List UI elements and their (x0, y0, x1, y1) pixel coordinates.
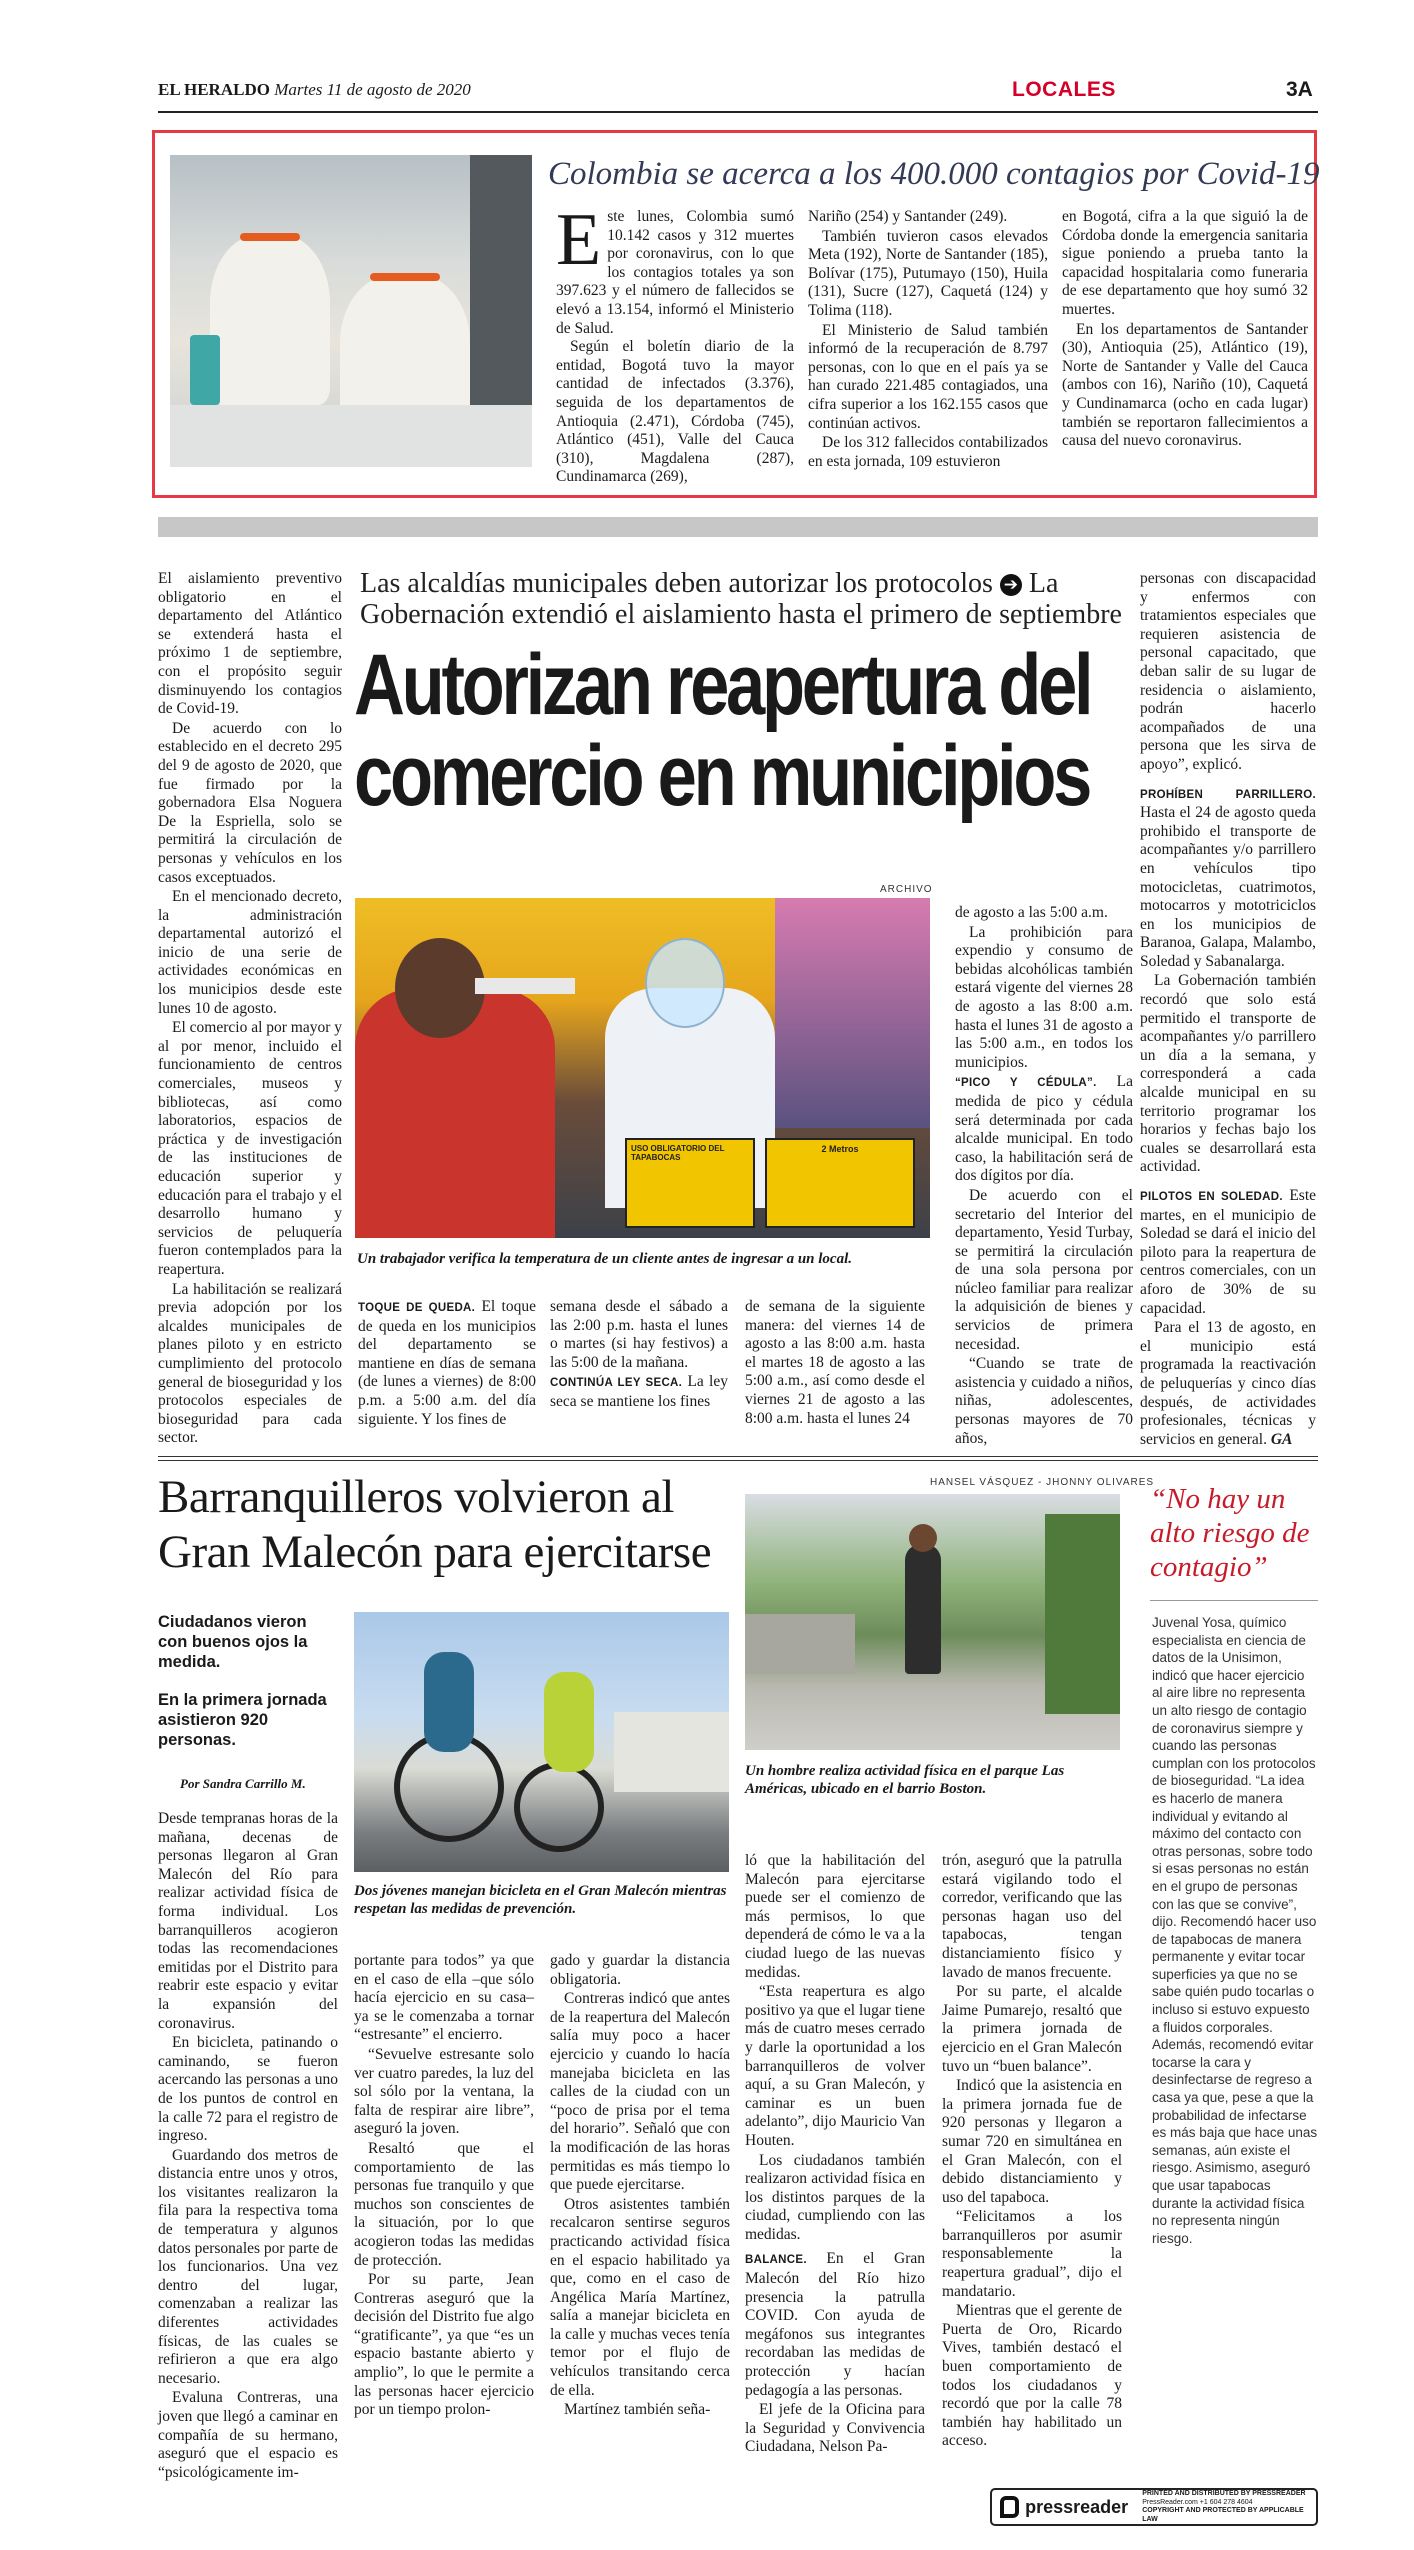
paragraph: de agosto a las 5:00 a.m. (955, 904, 1108, 921)
main-story-deck (360, 568, 1140, 630)
photo-credit: ARCHIVO (880, 884, 933, 895)
paragraph: Hasta el 24 de agosto queda prohibido el transporte de acompañantes y/o parrillero en vehículos tipo motocicletas, cuatrimotos, motocarros y mototriciclos en los municipios de Baranoa, Galapa, Malambo, Soledad y Sabanalarga. (1140, 804, 1316, 970)
main-story-col-r1 (955, 904, 1133, 1449)
paragraph: Según el boletín diario de la entidad, Bogotá tuvo la mayor cantidad de infectados (3.376), seguida de los departamentos de Antioquia (2.471), Córdoba (745), Atlántico (451), Valle del Cauca (310), Magdalena (287), Cundinamarca (269), (556, 338, 794, 486)
park-bench (745, 1614, 855, 1674)
paragraph: gado y guardar la distancia obligatoria. (550, 1952, 730, 1988)
byline: Por Sandra Carrillo M. (180, 1776, 306, 1791)
paragraph: El Ministerio de Salud también informó de la recuperación de 8.797 personas, con lo que en el país ya se han curado 221.485 contagiados, una cifra superior a los 162.155 casos que continúan activos. (808, 321, 1048, 432)
lab-table (170, 405, 532, 467)
main-story-headline (354, 637, 1091, 824)
distance-sign: 2 Metros (765, 1138, 915, 1228)
paragraph: La habilitación se realizará previa adopción por los alcaldes municipales de planes piloto y en estricto cumplimiento del protocolo general de bioseguridad y los protocolos especiales de bioseguridad para cada sector. (158, 1280, 342, 1447)
paragraph: “Esta reapertura es algo positivo ya que el lugar tiene más de cuatro meses cerrado y darle la oportunidad a los barranquilleros de volver aquí, a su Gran Malecón, y caminar es un buen adelanto”, dijo Mauricio Van Houten. (745, 1983, 925, 2149)
sidebar-text: Juvenal Yosa, químico especialista en ciencia de datos de la Unisimon, indicó que hacer ejercicio al aire libre no representa un alto riesgo de contagio de coronavirus siempre y cuando las personas cumplan con los protocolos de bioseguridad. “La idea es hacerlo de manera individual y evitando al máximo del contacto con otras personas, sobre todo si esas personas no están en el grupo de personas con las que se convive”, dijo. Recomendó hacer uso de tapabocas de manera permanente y evitar tocar superficies ya que no se sabe quién pudo tocarlas o incluso si estuvo expuesto a fluidos corporales. Además, recomendó evitar tocarse la cara y desinfectarse de regreso a casa ya que, pese a que la probabilidad de infectarse es más baja que hace unas semanas, aún existe el riesgo. Asimismo, aseguró que usar tapabocas durante la actividad física no representa ningún riesgo. (1152, 1615, 1318, 2246)
main-story-col-b3 (745, 1298, 925, 1429)
paragraph: “Cuando se trate de asistencia y cuidado a niños, niñas, adolescentes, personas mayores de 70 años, (955, 1355, 1133, 1447)
kicker: BALANCE. (745, 2254, 807, 2267)
paragraph: trón, aseguró que la patrulla estará vigilando todo el corredor, verificando que las personas hagan uso del tapabocas, tengan distanciamiento físico y lavado de manos frecuente. (942, 1852, 1122, 1981)
subheading: En la primera jornada asistieron 920 personas. (158, 1691, 327, 1749)
paragraph: Por su parte, Jean Contreras aseguró que la decisión del Distrito fue algo “gratificante”, ya que “es un espacio bastante abierto y amplio”, lo que le permite a las personas hacer ejercicio por un tiempo prolon- (354, 2271, 534, 2419)
top-story-col-3 (1062, 208, 1308, 452)
paragraph: Martínez también seña- (564, 2401, 711, 2419)
paragraph: De los 312 fallecidos contabilizados en esta jornada, 109 estuvieron (808, 434, 1048, 470)
pressreader-credits (1142, 2490, 1308, 2524)
bike-wheel (514, 1762, 604, 1852)
park-runner-photo (745, 1494, 1120, 1750)
paragraph: La Gobernación también recordó que solo está permitido el transporte de acompañantes y/o parrillero un día a la semana, y corresponderá a cada alcalde municipal en su territorio programar los horarios y fechas bajo los cuales se desarrollará esta actividad. (1140, 972, 1316, 1176)
paragraph: El jefe de la Oficina para la Seguridad y Convivencia Ciudadana, Nelson Pa- (745, 2401, 925, 2456)
credit-line: COPYRIGHT AND PROTECTED BY APPLICABLE LAW (1142, 2507, 1304, 2523)
second-story-col-2 (354, 1952, 534, 2421)
paragraph: Por su parte, el alcalde Jaime Pumarejo, resaltó que la primera jornada de ejercicio en el Gran Malecón tuvo un “buen balance”. (942, 1983, 1122, 2075)
kicker: PROHÍBEN PARRILLERO. (1140, 788, 1316, 801)
mask-sign: USO OBLIGATORIO DEL TAPABOCAS (625, 1138, 755, 1228)
publication-name: EL HERALDO (158, 80, 270, 99)
second-story-col-3 (550, 1952, 730, 2421)
arrow-right-icon: ➔ (1000, 574, 1022, 596)
paragraph: de semana de la siguiente manera: del viernes 14 de agosto a las 8:00 a.m. hasta el martes 18 de agosto a las 5:00 a.m., así como desde el viernes 21 de agosto a las 8:00 a.m. hasta el lunes 24 (745, 1298, 925, 1427)
cyclist-1 (424, 1652, 474, 1752)
pressreader-logo: pressreader (1025, 2496, 1129, 2517)
paragraph: De acuerdo con el secretario del Interior del departamento, Yesid Turbay, se permitirá la circulación de una sola persona por núcleo familiar para realizar la adquisición de bienes y servicios de primera necesidad. (955, 1186, 1133, 1353)
top-story-col-1 (556, 199, 794, 488)
paragraph: portante para todos” ya que en el caso de ella –que sólo hacía ejercicio en su casa– ya se le comenzaba a tornar “estresante” el encierro. (354, 1952, 534, 2044)
paragraph: La medida de pico y cédula será determinada por cada alcalde municipal. En todo caso, la habilitación será de dos dígitos por día. (955, 1073, 1134, 1185)
pull-quote: “No hay un alto riesgo de contagio” (1150, 1483, 1310, 1583)
paragraph: en Bogotá, cifra a la que siguió la de Córdoba donde la emergencia sanitaria sigue poniendo a prueba tanto la capacidad hospitalaria como funeraria de ese departamento que hoy sumó 32 muertes. (1062, 208, 1308, 318)
paragraph: El comercio al por mayor y al por menor, incluido el funcionamiento de centros comerciales, museos y bibliotecas, así como laboratorios, espacios de práctica y de investigación de las instituciones de educación superior y educación para el trabajo y el desarrollo humano y servicios de peluquería fueron contemplados para la reapertura. (158, 1019, 343, 1278)
paragraph: La ley seca se mantiene los fines (550, 1373, 728, 1410)
credit-line: PRINTED AND DISTRIBUTED BY PRESSREADER (1142, 2490, 1306, 2497)
subheading: Ciudadanos vieron con buenos ojos la medida. (158, 1613, 308, 1671)
person-background (470, 155, 532, 405)
section-name: LOCALES (1012, 78, 1116, 101)
paragraph: “Felicitamos a los barranquilleros por asumir responsablemente la reapertura gradual”, dijo el mandatario. (942, 2208, 1122, 2300)
paragraph: Guardando dos metros de distancia entre unos y otros, los visitantes realizaron la fila para la respectiva toma de temperatura y algunos datos personales por parte de los funcionarios. Una vez dentro del lugar, comenzaban a realizar las diferentes actividades físicas, de las cuales se refirieron a que era algo necesario. (158, 2146, 338, 2387)
top-story-headline: Colombia se acerca a los 400.000 contagios por Covid-19 (548, 156, 1320, 192)
kicker: TOQUE DE QUEDA. (358, 1302, 476, 1314)
building (614, 1712, 729, 1792)
headline-line-1: Autorizan reapertura del (354, 637, 1091, 733)
photo-credit: HANSEL VÁSQUEZ - JHONNY OLIVARES (930, 1477, 1155, 1488)
paragraph: Mientras que el gerente de Puerta de Oro, Ricardo Vives, también destacó el buen comportamiento de todos los ciudadanos y recordó que por la calle 78 también hay habilitado un acceso. (942, 2302, 1122, 2450)
kicker: CONTINÚA LEY SECA. (550, 1377, 683, 1390)
section-band (158, 517, 1318, 537)
photo-caption: Un trabajador verifica la temperatura de un cliente antes de ingresar a un local. (357, 1251, 853, 1267)
paragraph: El aislamiento preventivo obligatorio en el departamento del Atlántico se extenderá hasta el próximo 1 de septiembre, con el propósito seguir disminuyendo los contagios de Covid-19. (158, 570, 342, 718)
pressreader-icon (1000, 2496, 1019, 2518)
paragraph: ste lunes, Colombia sumó 10.142 casos y 312 muertes por coronavirus, con lo que los contagios totales ya son 397.623 y el número de fallecidos se elevó a 13.154, informó el Ministerio de Salud. (556, 208, 794, 337)
cyclist-2 (544, 1672, 594, 1772)
photo-caption: Dos jóvenes manejan bicicleta en el Gran Malecón mientras respetan las medidas de prevención. (354, 1883, 727, 1917)
runner-figure (905, 1544, 941, 1674)
paragraph: En el mencionado decreto, la administración departamental autorizó el inicio de una serie de actividades económicas en los municipios desde este lunes 10 de agosto. (158, 888, 342, 1017)
paragraph: Indicó que la asistencia en la primera jornada fue de 920 personas y llegaron a sumar 720 en simultánea en el Gran Malecón, con el debido distanciamiento y uso del tapaboca. (942, 2077, 1122, 2206)
cyclists-photo (354, 1612, 729, 1872)
paragraph: En los departamentos de Santander (30), Antioquia (25), Atlántico (19), Norte de Santander y Valle del Cauca (ambos con 16), Nariño (10), Caquetá y Cundinamarca (ocho en cada lugar) también se reportaron fallecimientos a causa del nuevo coronavirus. (1062, 320, 1308, 450)
paragraph: También tuvieron casos elevados Meta (192), Norte de Santander (185), Bolívar (175), Putumayo (150), Huila (131), Sucre (127), Caquetá (124) y Tolima (118). (808, 227, 1048, 319)
paragraph: Nariño (254) y Santander (249). (808, 208, 1008, 225)
kicker: PILOTOS EN SOLEDAD. (1140, 1191, 1283, 1203)
issue-date: Martes 11 de agosto de 2020 (274, 80, 471, 99)
second-story-col-4 (745, 1852, 925, 2458)
customer-head (395, 938, 485, 1038)
paragraph: El toque de queda en los municipios del departamento se mantiene en días de semana (de lunes a viernes) de 8:00 p.m. a 5:00 a.m. del día siguiente. Y los fines de (358, 1298, 536, 1428)
paragraph: Desde tempranas horas de la mañana, decenas de personas llegaron al Gran Malecón del Río para realizar actividad física de forma individual. Los barranquilleros acogieron todas las recomendaciones emitidas por el Distrito para reabrir este espacio y evitar la expansión del coronavirus. (158, 1810, 338, 2032)
paragraph: En bicicleta, patinando o caminando, se fueron acercando las personas a uno de los puntos de control en la calle 72 para el registro de ingreso. (158, 2034, 338, 2145)
masthead (158, 80, 471, 100)
paragraph: Contreras indicó que antes de la reapertura del Malecón salía muy poco a hacer ejercicio y cuando lo hacía manejaba bicicleta en las calles de la ciudad con un “poco de prisa por el tema del horario”. Señaló que con la modificación de las horas permitidas es más tiempo lo que puede ejercitarse. (550, 1990, 730, 2194)
paragraph: personas con discapacidad y enfermos con tratamientos especiales que requieren asistencia de personal capacitado, que deban salir de su lugar de residencia o aislamiento, podrán hacerlo acompañados de una persona que les sirva de apoyo”, explicó. (1140, 570, 1316, 773)
main-story-col-b1 (358, 1298, 536, 1430)
paragraph: En el Gran Malecón del Río hizo presencia la patrulla COVID. Con ayuda de megáfonos sus integrantes recordaban las medidas de protección y hacían pedagogía a las personas. (745, 2250, 925, 2399)
paragraph: Evaluna Contreras, una joven que llegó a caminar en compañía de su hermano, aseguró que el espacio es “psicológicamente im- (158, 2389, 338, 2481)
story-divider (158, 1456, 1318, 1461)
main-story-col-b2 (550, 1298, 728, 1413)
sanitizer-bottle (190, 335, 220, 405)
credit-line: PressReader.com +1 604 278 4604 (1142, 2498, 1253, 2506)
second-story-col-1 (158, 1810, 338, 2483)
deck-part-1: Las alcaldías municipales deben autorizar los protocolos (360, 568, 993, 599)
main-story-left-column (158, 570, 342, 1449)
paragraph: La prohibición para expendio y consumo de bebidas alcohólicas también estará vigente del viernes 28 de agosto a las 8:00 a.m. hasta el lunes 31 de agosto a las 5:00 a.m., en todos los municipios. (955, 923, 1133, 1071)
store-temperature-photo (355, 898, 930, 1238)
paragraph: “Sevuelve estresante solo ver cuatro paredes, la luz del sol sólo por la ventana, la falta de respirar aire libre”, aseguró la joven. (354, 2045, 534, 2138)
trees (1045, 1514, 1120, 1714)
deck-part-2: La Gobernación extendió el aislamiento hasta el primero de septiembre (360, 568, 1122, 630)
paragraph: Para el 13 de agosto, en el municipio está programada la reactivación de peluquerías y cinco días después, de actividades profesionales, técnicas y servicios en general. (1140, 1319, 1316, 1448)
photo-caption: Un hombre realiza actividad física en el parque Las Américas, ubicado en el barrio Boston. (745, 1763, 1065, 1797)
thermometer (475, 978, 575, 994)
page-number: 3A (1286, 78, 1313, 101)
paragraph: Resaltó que el comportamiento de las personas fue tranquilo y que muchos son conscientes de la situación, por lo que acogieron todas las medidas de protección. (354, 2139, 534, 2269)
top-story-col-2 (808, 208, 1048, 472)
pressreader-badge[interactable] (990, 2488, 1318, 2526)
paragraph: Otros asistentes también recalcaron sentirse seguros practicando actividad física en el espacio habilitado ya que, como en el caso de Angélica María Martínez, salía a manejar bicicleta en la calle y muchas veces tenía temor por el flujo de vehículos transitando cerca de ella. (550, 2195, 730, 2399)
face-shield (645, 938, 725, 1028)
quote-divider (1150, 1600, 1318, 1601)
kicker: “PICO Y CÉDULA”. (955, 1077, 1097, 1090)
store-shelves (775, 898, 930, 1128)
runner-head (909, 1524, 937, 1552)
paragraph: De acuerdo con lo establecido en el decreto 295 del 9 de agosto de 2020, que fue firmado por la gobernadora Elsa Noguera De la Espriella, solo se permitirá la circulación de personas y vehículos en los casos exceptuados. (158, 719, 342, 886)
headline-line-2: comercio en municipios (354, 728, 1090, 824)
lab-workers-photo (170, 155, 532, 467)
main-story-col-r2 (1140, 570, 1316, 1450)
paragraph: Este martes, en el municipio de Soledad se dará el inicio del piloto para la reapertura de centros comerciales, con un aforo de 30% de su capacidad. (1140, 1187, 1316, 1317)
paragraph: ló que la habilitación del Malecón para ejercitarse puede ser el comienzo de más permisos, lo que dependerá de cómo le va a la ciudad luego de las nuevas medidas. (745, 1852, 925, 1981)
header-divider (158, 111, 1318, 113)
second-story-col-5 (942, 1852, 1122, 2452)
second-story-headline: Barranquilleros volvieron al Gran Malecón para ejercitarse (158, 1471, 712, 1578)
dropcap: E (556, 199, 602, 281)
author-sign: GA (1270, 1430, 1293, 1448)
paragraph: semana desde el sábado a las 2:00 p.m. hasta el lunes o martes (si hay festivos) a las 5:00 de la mañana. (550, 1298, 728, 1371)
paragraph: Los ciudadanos también realizaron actividad física en los distintos parques de la ciudad, cumpliendo con las medidas. (745, 2151, 925, 2243)
